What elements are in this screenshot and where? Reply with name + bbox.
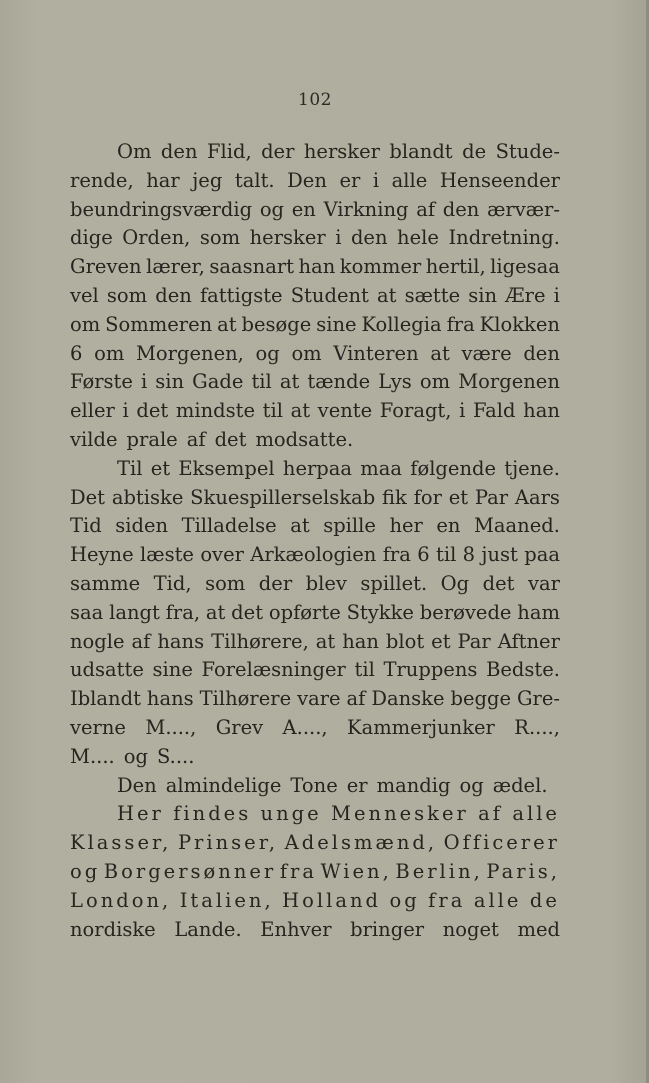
word: at (279, 370, 300, 394)
word: han (342, 629, 379, 653)
word: hersker (249, 226, 326, 250)
word: fik (382, 485, 407, 509)
word: Aars (514, 485, 560, 509)
word: Til (117, 456, 143, 480)
word: 6 (70, 341, 83, 365)
word: mindste (175, 399, 256, 423)
word: dige (70, 226, 113, 250)
word: han (298, 255, 336, 279)
word: Adelsmænd, (284, 831, 438, 855)
text-line (70, 198, 560, 227)
word: Gade (192, 370, 244, 394)
text-line (70, 140, 560, 169)
word: Henseender (439, 168, 560, 192)
word: er (346, 773, 368, 797)
body-text (70, 140, 560, 946)
word: Paris, (486, 859, 560, 883)
word: opførte (268, 600, 341, 624)
word: Iblandt (70, 687, 141, 711)
word: Wien, (320, 859, 392, 883)
word: sine (152, 658, 193, 682)
word: ligesaa (490, 255, 560, 279)
word: Student (290, 283, 369, 307)
word: Forelæsninger (201, 658, 346, 682)
word: af (131, 629, 151, 653)
text-line (70, 313, 560, 342)
word: Italien, (179, 888, 274, 912)
word: til (436, 543, 457, 567)
word: fra (428, 888, 466, 912)
word: siden (115, 514, 169, 538)
word: Maaned. (473, 514, 560, 538)
word: den (155, 283, 192, 307)
word: bringer (350, 917, 425, 941)
text-line (70, 572, 560, 601)
word: Eksempel (178, 456, 275, 480)
word: læste (140, 543, 194, 567)
word: Tone (290, 773, 338, 797)
word: saa (70, 600, 104, 624)
word: Virkning (323, 197, 409, 221)
word: Heyne (70, 543, 134, 567)
word: spillet. (360, 571, 428, 595)
word: noget (442, 917, 499, 941)
word: hans (146, 687, 194, 711)
word: begge (450, 687, 512, 711)
word: Lande. (174, 917, 242, 941)
word: Truppens (383, 658, 478, 682)
word: Gre- (516, 687, 560, 711)
word: Skuespillerselskab (190, 485, 376, 509)
word: herpaa (282, 456, 353, 480)
text-line (70, 543, 560, 572)
word: han (523, 399, 560, 423)
text-line (70, 428, 560, 457)
word: at (315, 629, 336, 653)
word: og (255, 341, 280, 365)
word: som (106, 283, 148, 307)
word: hans (157, 629, 205, 653)
word: Klasser, (70, 831, 172, 855)
word: et (150, 456, 171, 480)
page-number: 102 (298, 90, 332, 110)
word: Tilhørere (199, 687, 292, 711)
word: til (262, 399, 283, 423)
word: Kollegia (361, 312, 442, 336)
text-line (70, 658, 560, 687)
word: Ære (505, 283, 546, 307)
word: om (419, 370, 451, 394)
word: og (123, 744, 148, 768)
word: just (481, 543, 518, 567)
text-line (70, 169, 560, 198)
word: alle (473, 888, 522, 912)
word: har (146, 168, 180, 192)
word: i (335, 226, 342, 250)
text-line (70, 630, 560, 659)
word: sin (468, 283, 498, 307)
text-line (70, 226, 560, 255)
word: er (339, 168, 361, 192)
word: det (482, 571, 515, 595)
word: Det (70, 485, 106, 509)
word: et (448, 485, 469, 509)
word: modsatte. (255, 427, 354, 451)
word: der (258, 571, 293, 595)
word: at (217, 312, 237, 336)
text-line (70, 601, 560, 630)
word: om (291, 341, 322, 365)
word: fra (382, 543, 411, 567)
word: mandig (376, 773, 451, 797)
word: Tilhørere, (211, 629, 309, 653)
word: saasnart (209, 255, 295, 279)
text-line (70, 399, 560, 428)
word: det (231, 600, 264, 624)
word: tjene. (504, 456, 560, 480)
word: jeg (192, 168, 223, 192)
word: var (527, 571, 560, 595)
word: paa (524, 543, 560, 567)
text-line (70, 774, 560, 803)
word: Grev (215, 715, 264, 739)
word: Stude- (495, 140, 560, 163)
word: Borgersønner (103, 859, 277, 883)
word: findes (173, 802, 252, 826)
word: blandt (389, 140, 453, 163)
text-line (70, 370, 560, 399)
text-line (70, 342, 560, 371)
word: tænde (307, 370, 371, 394)
word: som (199, 226, 241, 250)
word: vel (70, 283, 99, 307)
word: med (517, 917, 560, 941)
word: Arkæologien (250, 543, 377, 567)
word: sin (155, 370, 185, 394)
word: som (205, 571, 246, 595)
text-line (70, 745, 560, 774)
word: hersker (303, 140, 380, 163)
word: Foragt, (379, 399, 452, 423)
word: berøvede (419, 600, 512, 624)
word: fra (446, 312, 475, 336)
word: de (529, 888, 560, 912)
word: rende, (70, 168, 134, 192)
word: Her (117, 802, 164, 826)
word: ærvær- (487, 197, 560, 221)
word: om (94, 341, 125, 365)
word: nordiske (70, 917, 156, 941)
word: besøge (241, 312, 312, 336)
word: Den (287, 168, 327, 192)
word: Morgenen (458, 370, 560, 394)
word: Berlin, (395, 859, 483, 883)
word: at (376, 283, 397, 307)
word: at (205, 600, 226, 624)
word: langt (109, 600, 160, 624)
word: Aftner (497, 629, 560, 653)
word: prale (126, 427, 178, 451)
word: beundringsværdig (70, 197, 253, 221)
text-line (70, 284, 560, 313)
word: Første (70, 370, 133, 394)
word: alle (391, 168, 428, 192)
word: der (261, 140, 295, 163)
word: Orden, (122, 226, 191, 250)
word: Par (457, 629, 491, 653)
word: Og (440, 571, 470, 595)
word: at (290, 514, 310, 538)
word: fra, (165, 600, 201, 624)
word: Flid, (206, 140, 252, 163)
word: Mennesker (331, 802, 469, 826)
word: den (523, 341, 560, 365)
word: af (416, 197, 436, 221)
word: en (436, 514, 461, 538)
word: spille (323, 514, 376, 538)
text-line (70, 486, 560, 515)
word: den (350, 226, 388, 250)
word: S.... (157, 744, 195, 768)
word: hele (397, 226, 439, 250)
word: vare (297, 687, 341, 711)
word: og (389, 888, 420, 912)
word: talt. (234, 168, 275, 192)
word: fra (279, 859, 317, 883)
word: og (459, 773, 484, 797)
text-line (70, 802, 560, 831)
word: abtiske (111, 485, 184, 509)
word: og (70, 859, 101, 883)
word: de (462, 140, 487, 163)
word: vente (317, 399, 373, 423)
word: alle (512, 802, 560, 826)
word: Stykke (346, 600, 414, 624)
text-line (70, 457, 560, 486)
word: kommer (339, 255, 422, 279)
word: være (461, 341, 512, 365)
word: i (140, 370, 148, 394)
word: almindelige (165, 773, 282, 797)
word: Lys (378, 370, 412, 394)
word: blot (385, 629, 425, 653)
text-line (70, 255, 560, 284)
word: Klokken (479, 312, 560, 336)
word: vilde (70, 427, 118, 451)
word: af (346, 687, 366, 711)
text-line (70, 716, 560, 745)
word: A...., (282, 715, 328, 739)
word: Prinser, (177, 831, 279, 855)
word: i (122, 399, 129, 423)
word: London, (70, 888, 172, 912)
word: 6 (417, 543, 430, 567)
word: Danske (371, 687, 445, 711)
word: at (290, 399, 311, 423)
word: hertil, (425, 255, 486, 279)
word: af (186, 427, 206, 451)
word: M...., (145, 715, 197, 739)
word: Den (117, 773, 157, 797)
word: Fald (472, 399, 516, 423)
word: sætte (404, 283, 461, 307)
word: over (200, 543, 244, 567)
word: en (291, 197, 316, 221)
word: ham (517, 600, 560, 624)
word: 8 (462, 543, 476, 567)
word: Morgenen, (135, 341, 244, 365)
word: til (354, 658, 375, 682)
word: maa (360, 456, 403, 480)
word: unge (260, 802, 322, 826)
word: Par (474, 485, 509, 509)
word: her (389, 514, 423, 538)
word: verne (70, 715, 126, 739)
text-line (70, 514, 560, 543)
word: til (251, 370, 272, 394)
word: samme (70, 571, 141, 595)
word: Officerer (443, 831, 560, 855)
word: Tid (70, 514, 102, 538)
word: i (372, 168, 380, 192)
word: Enhver (260, 917, 332, 941)
word: det (136, 399, 169, 423)
word: Bedste. (486, 658, 560, 682)
word: af (478, 802, 504, 826)
word: et (431, 629, 451, 653)
word: i (459, 399, 466, 423)
word: eller (70, 399, 115, 423)
word: om (70, 312, 101, 336)
word: R...., (514, 715, 560, 739)
word: følgende (410, 456, 497, 480)
word: den (442, 197, 480, 221)
text-line (70, 831, 560, 860)
word: Tilladelse (181, 514, 277, 538)
word: at (430, 341, 450, 365)
word: i (553, 283, 560, 307)
word: Holland (282, 888, 381, 912)
word: det (214, 427, 247, 451)
word: fattigste (199, 283, 283, 307)
word: den (160, 140, 198, 163)
word: Vinteren (333, 341, 419, 365)
word: ædel. (492, 773, 548, 797)
word: nogle (70, 629, 125, 653)
word: sine (316, 312, 357, 336)
word: M.... (70, 744, 115, 768)
word: udsatte (70, 658, 144, 682)
word: for (413, 485, 442, 509)
word: Om (117, 140, 152, 163)
word: Kammerjunker (347, 715, 495, 739)
word: Tid, (153, 571, 192, 595)
text-line (70, 687, 560, 716)
word: lærer, (146, 255, 205, 279)
text-line (70, 860, 560, 889)
word: Indretning. (448, 226, 560, 250)
word: Sommeren (105, 312, 213, 336)
word: Greven (70, 255, 142, 279)
word: blev (305, 571, 347, 595)
word: og (259, 197, 285, 221)
text-line (70, 918, 560, 947)
text-line (70, 889, 560, 918)
